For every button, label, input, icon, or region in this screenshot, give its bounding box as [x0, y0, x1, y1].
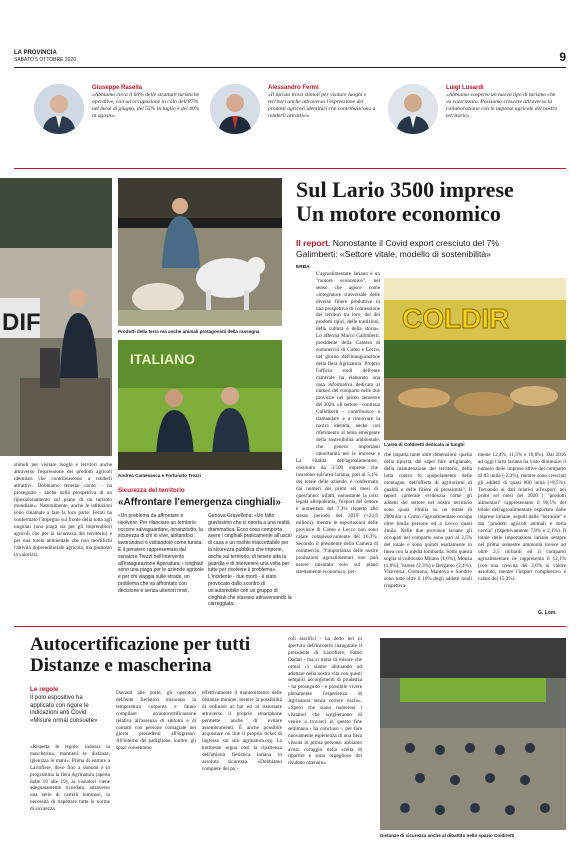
paper-name: LA PROVINCIA	[14, 50, 57, 56]
caption-stage: Andrea Camesasca e Fortunato Trezzi	[118, 473, 201, 478]
quote-lusardi	[446, 85, 558, 120]
bottom-col3: effettivamente il mantenimento delle distanze minime, mentre la possibilità di ordinare al bar ed al ristorante attraverso il proprio smartphone permette anche di evitare assembramenti. È anche possibile acquistare on line il proprio ticket di ingresso sul sito agrinatura.org. La kermesse segna così la ripartenza dell'attività fieristica lariana in assoluta sicurezza. «Dobbiamo compiere dei pic-	[202, 690, 282, 772]
deck-line1: Nonostante il Covid export cresciuto del 7%	[332, 238, 500, 248]
headline-line1: Sul Lario 3500 imprese	[296, 177, 514, 202]
bottom-col4: coli sacrifici - ha detto ieri in apertura dell'incontro inaugurale il presidente di Lariofiere, Fabio Dadati - ma si tratta di misure che ormai ci siamo abituando ad adottare nella nostra vita con questi semplici accorgimenti di prudenza - ha proseguito - è possibile vivere pienamente l'esperienza di Agrinatura senza correre rischi». «Spero che siano numerosi i visitatori che sceglieranno di venire a trovarci in questo fine settimana - ha concluso -, per fare nuovamente esperienza di una fiera vissuta in prima persona: abbiamo avuto coraggio nella scelta di ripartire e sono orgoglioso del risultato ottenuto».	[288, 636, 362, 767]
quote-name: Alessandro Fermi	[268, 85, 319, 91]
issue-date: SABATO 5 OTTOBRE 2020	[14, 57, 76, 63]
masthead	[14, 50, 76, 64]
main-headline	[296, 178, 566, 226]
deck-kicker: Il report.	[296, 238, 331, 248]
caption-hall: Distanze di sicurezza anche al dibattito nello spazio Coldiretti	[380, 833, 515, 838]
boar-col1: «Un problema da affrontare e risolvere. Per rilanciare un territorio occorre salvaguardare, innanzitutto, la sicurezza di chi lo vive, abitandoci, lavorandoci o visitandolo come turista. È il pensiero rappresentato dal senatore Trezzi nell'intervento all'inaugurazione Agrinatura: i cinghiali sono una piaga per le aziende agricole e per chi viaggia sulle strade, un problema che va affrontato con decisione e senza ulteriori rinvii,	[118, 513, 204, 594]
section-rule-top	[14, 168, 566, 169]
headline-line2: Un motore economico	[296, 201, 501, 226]
photo-animals	[118, 178, 282, 326]
deck-line2: Galimberti: «Settore vitale, modello di sostenibilità»	[296, 248, 491, 259]
svg-text:ITALIANO: ITALIANO	[130, 351, 196, 367]
bottom-col2: Davanti alle porte, gli operatori dell'ente fieristico misurano la temperatura corporea e fanno compilare un'autocertificazione relativa all'assenza di sintomi e di contatti con persone contagiate nei giorni precedenti all'ingresso. All'interno del padiglione, inoltre, gli spazi consentono	[116, 690, 196, 752]
boar-title: «Affrontare l'emergenza cinghiali»	[118, 497, 281, 508]
masthead-rule	[14, 67, 566, 68]
svg-text:COLDIR: COLDIR	[402, 303, 510, 334]
svg-text:DIF: DIF	[2, 309, 41, 336]
bottom-headline-line1: Autocertificazione per tutti	[30, 634, 251, 655]
dateline: ERBA	[296, 265, 310, 270]
quote-text: «Il turista trova stimoli per visitare luoghi e territori anche attraverso l'espressione dei prodotti agricoli identitari che contribuiscono a renderli attrattivi»	[268, 92, 376, 119]
caption-animals: Prodotti della terra ma anche animali protagonisti della rassegna	[118, 329, 260, 334]
photo-left-exhibition	[0, 178, 112, 456]
signature: G. Lom.	[538, 610, 557, 616]
boar-kicker: Sicurezza del territorio	[118, 487, 185, 494]
bottom-headline-line2: Distanze e mascherina	[30, 655, 212, 676]
quote-fermi	[268, 85, 378, 120]
page-number: 9	[559, 50, 566, 64]
bottom-col1: «Rispetta le regole: indossa la mascherina, mantieni le distanze, igienizza le mani». Prima di entrare a Lariofiere, dove fino a domani è in programma la fiera Agrinatura (aperta dalle 10 alle 19), ai visitatori viene adeguatamente ricordata, attraverso una serie di cartelli luminosi, la necessità di rispettare tutte le norme di sicurezza.	[30, 744, 110, 813]
boar-col2: Genova-Gravellona: «Un fatto gravissimo che ci riporta a una realtà drammatica. Ecco cosa comporta avere i cinghiali praticamente all'uscio di casa e un rischio inaccettabile per la sicurezza pubblica che impone, anche sul territorio, di tenere alta la guardia e di intervenire una volta per tutte per risolvere il problema». L'incidente - due morti - è stato provocato dallo scontro di un'automobile con un gruppo di cinghiali che stavano attraversando la carreggiata.	[208, 513, 292, 608]
main-col2: La vitalità dell'agroalimentare, costituito da 3.500 imprese che insistono sull'area lariana, pari al 5,4% del totale delle aziende, è confermata dai numeri dei primi sei mesi di quest'anno: infatti, nonostante la crisi legata all'epidemia, l'export del settore è aumentato del 7,3% rispetto allo stesso periodo del 2019 (+22,6 milioni), mentre le esportazioni delle province di Como e Lecco non sono calate complessivamente del 16,3%. Secondo il presidente della Camera di commercio, "l'importanza delle nostre produzioni agroalimentari non può essere misurata solo sul piano strettamente economico, per-	[296, 458, 378, 575]
portrait-lusardi	[388, 84, 438, 134]
quote-name: Luigi Lusardi	[446, 85, 484, 91]
bottom-kicker: Le regole	[30, 686, 59, 693]
caption-coldiretti: L'area di Coldiretti dedicata ai funghi	[384, 442, 465, 447]
quote-text: «Abbiamo circa il 60% delle strutture turistiche operative, con un'occupazione in calo dell'87% nel mese di giugno, del 55% in luglio e del 40% in agosto»	[92, 92, 200, 119]
portrait-rasella	[34, 84, 84, 134]
main-col4: mente 12,4%, 11,5% e 10,8%). Dal 2016 ad oggi l'area lariana ha visto diminuire il numero delle imprese attive del comparto di 83 unità (-2,3%), mentre sono cresciuti gli addetti di quasi 800 unità (+8,5%). Tornando ai dati relativi all'export, nei primi sei mesi del 2020 i "prodotti alimentari" rappresentano il 90,1% del totale dell'agroalimentare esportato dalle imprese lariane, seguiti dalle "bevande" e dai "prodotti agricoli animali e della caccia" (rispettivamente 7,8% e 2,1%). Il totale delle importazioni lariane sempre nel primo semestre ammonta invece ad oltre 2,5 miliardi ed il comparto agroalimentare ne rappresenta il 12,1% (con una crescita del 3,6% in valore assoluto, mentre l'import complessivo è calato del 15,3%).	[478, 452, 566, 583]
quote-text: «Abbiamo scoperto un nuovo tipo di turismo che va valorizzato. Possiamo crescere attraverso la collaborazione con le imprese agricole del nostro territorio»	[446, 92, 558, 119]
bottom-summary: Il polo espositivo ha applicato con rigore le indicazioni anti Covid «Misure ormai consuete»	[30, 695, 98, 724]
photo-hall	[380, 638, 566, 830]
main-col1: L'agroalimentare lariano è un "motore economico", nel senso che agisce come «integratore trasversale delle diverse filiere produttive in una prospettiva di connessione dei territori tra loro, dei dei prodotti tipici, delle tradizioni, della cultura e della storia». Lo afferma Marco Galimberti, presidente della Camera di commercio di Como e Lecco, nel giorno dell'inaugurazione della fiera Agrinatura. Proprio l'ufficio studi dell'ente camerale ha elaborato una nota informativa dedicata ai numeri del comparto nelle due province nel primo semestre del 2020. «Il settore - continua Galimberti - contribuisce a tramandare e a rinnovare la nostra identità, anche con riferimento al tema emergente della sostenibilità ambientale, che genera importanti opportunità per le imprese e	[316, 271, 380, 455]
photo-coldiretti	[384, 278, 566, 440]
photo-stage	[118, 340, 282, 470]
portrait-fermi	[210, 84, 260, 134]
main-col3: ché impatta tante altre dimensioni: quella della tipicità, del saper fare artigianale, della manutenzione del territorio, della lotta contro lo spopolamento delle montagne, dell'offerta di agriturismi di qualità e delle filiere di prossimità". Il report camerale evidenzia come gli addetti del settore nel nostro territorio sono quasi 10mila su un totale di 280mila: a Como l'agroalimentare occupa oltre 6mila persone ed a Lecco quasi 4mila. Nelle due province lariane gli occupati nel comparto sono pari al 3,5% del totale e sono quindi esattamente in linea con la media lombarda. Sotto questa soglia si collocano Milano (1,6%), Monza (1,8%), Varese (2,3%) e Bergamo (3,4%). Viceversa, Cremona, Mantova e Sondrio sono tutte oltre il 10% degli addetti totali (rispettiva-	[384, 452, 472, 590]
left-column-text: stimoli per visitare luoghi e territori anche attraverso l'espressione dei prodotti agricoli identitari che contribuiscono a renderli attrattivi. Dobbiamo tenerne conto - ha proseguito - anche nella prospettiva di un riposizionamento sul piano di un turismo mondiale». Naturalmente, anche le istituzioni sono chiamate a fare la loro parte: Fermi ha confermato l'impegno sul fronte della lotta agli ungulati (una piaga sia per gli imprenditori agricoli che per la sicurezza del territorio) e per una tutela ambientale che non mortifichi l'attività imprenditoriale agricola, ma piuttosto la valorizzi.	[14, 462, 112, 558]
main-deck	[296, 238, 566, 259]
quote-rasella	[92, 85, 202, 120]
section-rule-bottom	[14, 626, 566, 627]
quote-name: Giuseppe Rasella	[92, 85, 143, 91]
